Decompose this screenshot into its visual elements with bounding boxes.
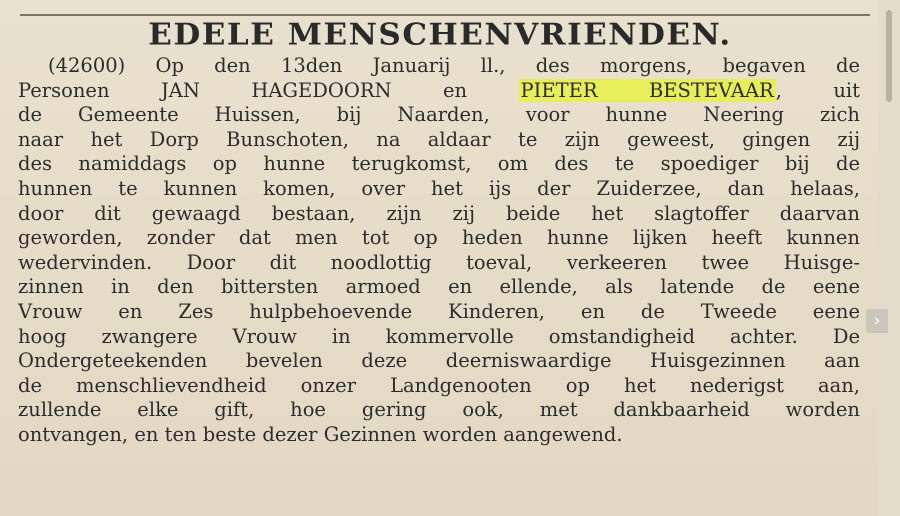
article-line-5: des namiddags op hunne terugkomst, om des te spoediger bij de: [18, 152, 860, 176]
article-line-11: Vrouw en Zes hulpbehoevende Kinderen, en de Tweede eene: [18, 299, 860, 323]
article-line-3: de Gemeente Huissen, bij Naarden, voor hunne Neering zich: [18, 103, 860, 127]
article-line-2: [18, 79, 860, 104]
scrollbar-thumb[interactable]: [886, 10, 892, 102]
search-highlight[interactable]: PIETER BESTEVAAR: [520, 78, 774, 102]
newspaper-clipping: [14, 12, 866, 516]
article-line-7: door dit gewaagd bestaan, zijn zij beide het slagtoffer daarvan: [18, 201, 860, 225]
vertical-scrollbar[interactable]: [878, 0, 900, 516]
article-line-6: hunnen te kunnen komen, over het ijs der Zuiderzee, dan helaas,: [18, 176, 860, 200]
article-line-14: de menschlievendheid onzer Landgenooten op het nederigst aan,: [18, 373, 860, 397]
article-line-4: naar het Dorp Bunschoten, na aldaar te zijn geweest, gingen zij: [18, 127, 860, 151]
next-page-arrow-icon[interactable]: ›: [866, 309, 888, 333]
article-line-16: ontvangen, en ten beste dezer Gezinnen worden aangewend.: [18, 422, 623, 446]
article-headline: EDELE MENSCHENVRIENDEN.: [148, 17, 732, 52]
article-line-2-end: , uit: [775, 78, 860, 102]
article-line-2-start: Personen JAN HAGEDOORN en: [18, 78, 519, 102]
article-line-9: wedervinden. Door dit noodlottig toeval, verkeeren twee Huisge-: [18, 250, 860, 274]
article-line-12: hoog zwangere Vrouw in kommervolle omstandigheid achter. De: [18, 324, 860, 348]
article-line-13: Ondergeteekenden bevelen deze deerniswaardige Huisgezinnen aan: [18, 349, 860, 373]
article-line-10: zinnen in den bittersten armoed en ellende, als latende de eene: [18, 275, 860, 299]
article-line-8: geworden, zonder dat men tot op heden hunne lijken heeft kunnen: [18, 226, 860, 250]
article-body: [14, 54, 866, 448]
article-line-15: zullende elke gift, hoe gering ook, met dankbaarheid worden: [18, 398, 860, 422]
article-line-1: (42600) Op den 13den Januarij ll., des morgens, begaven de: [48, 54, 860, 77]
